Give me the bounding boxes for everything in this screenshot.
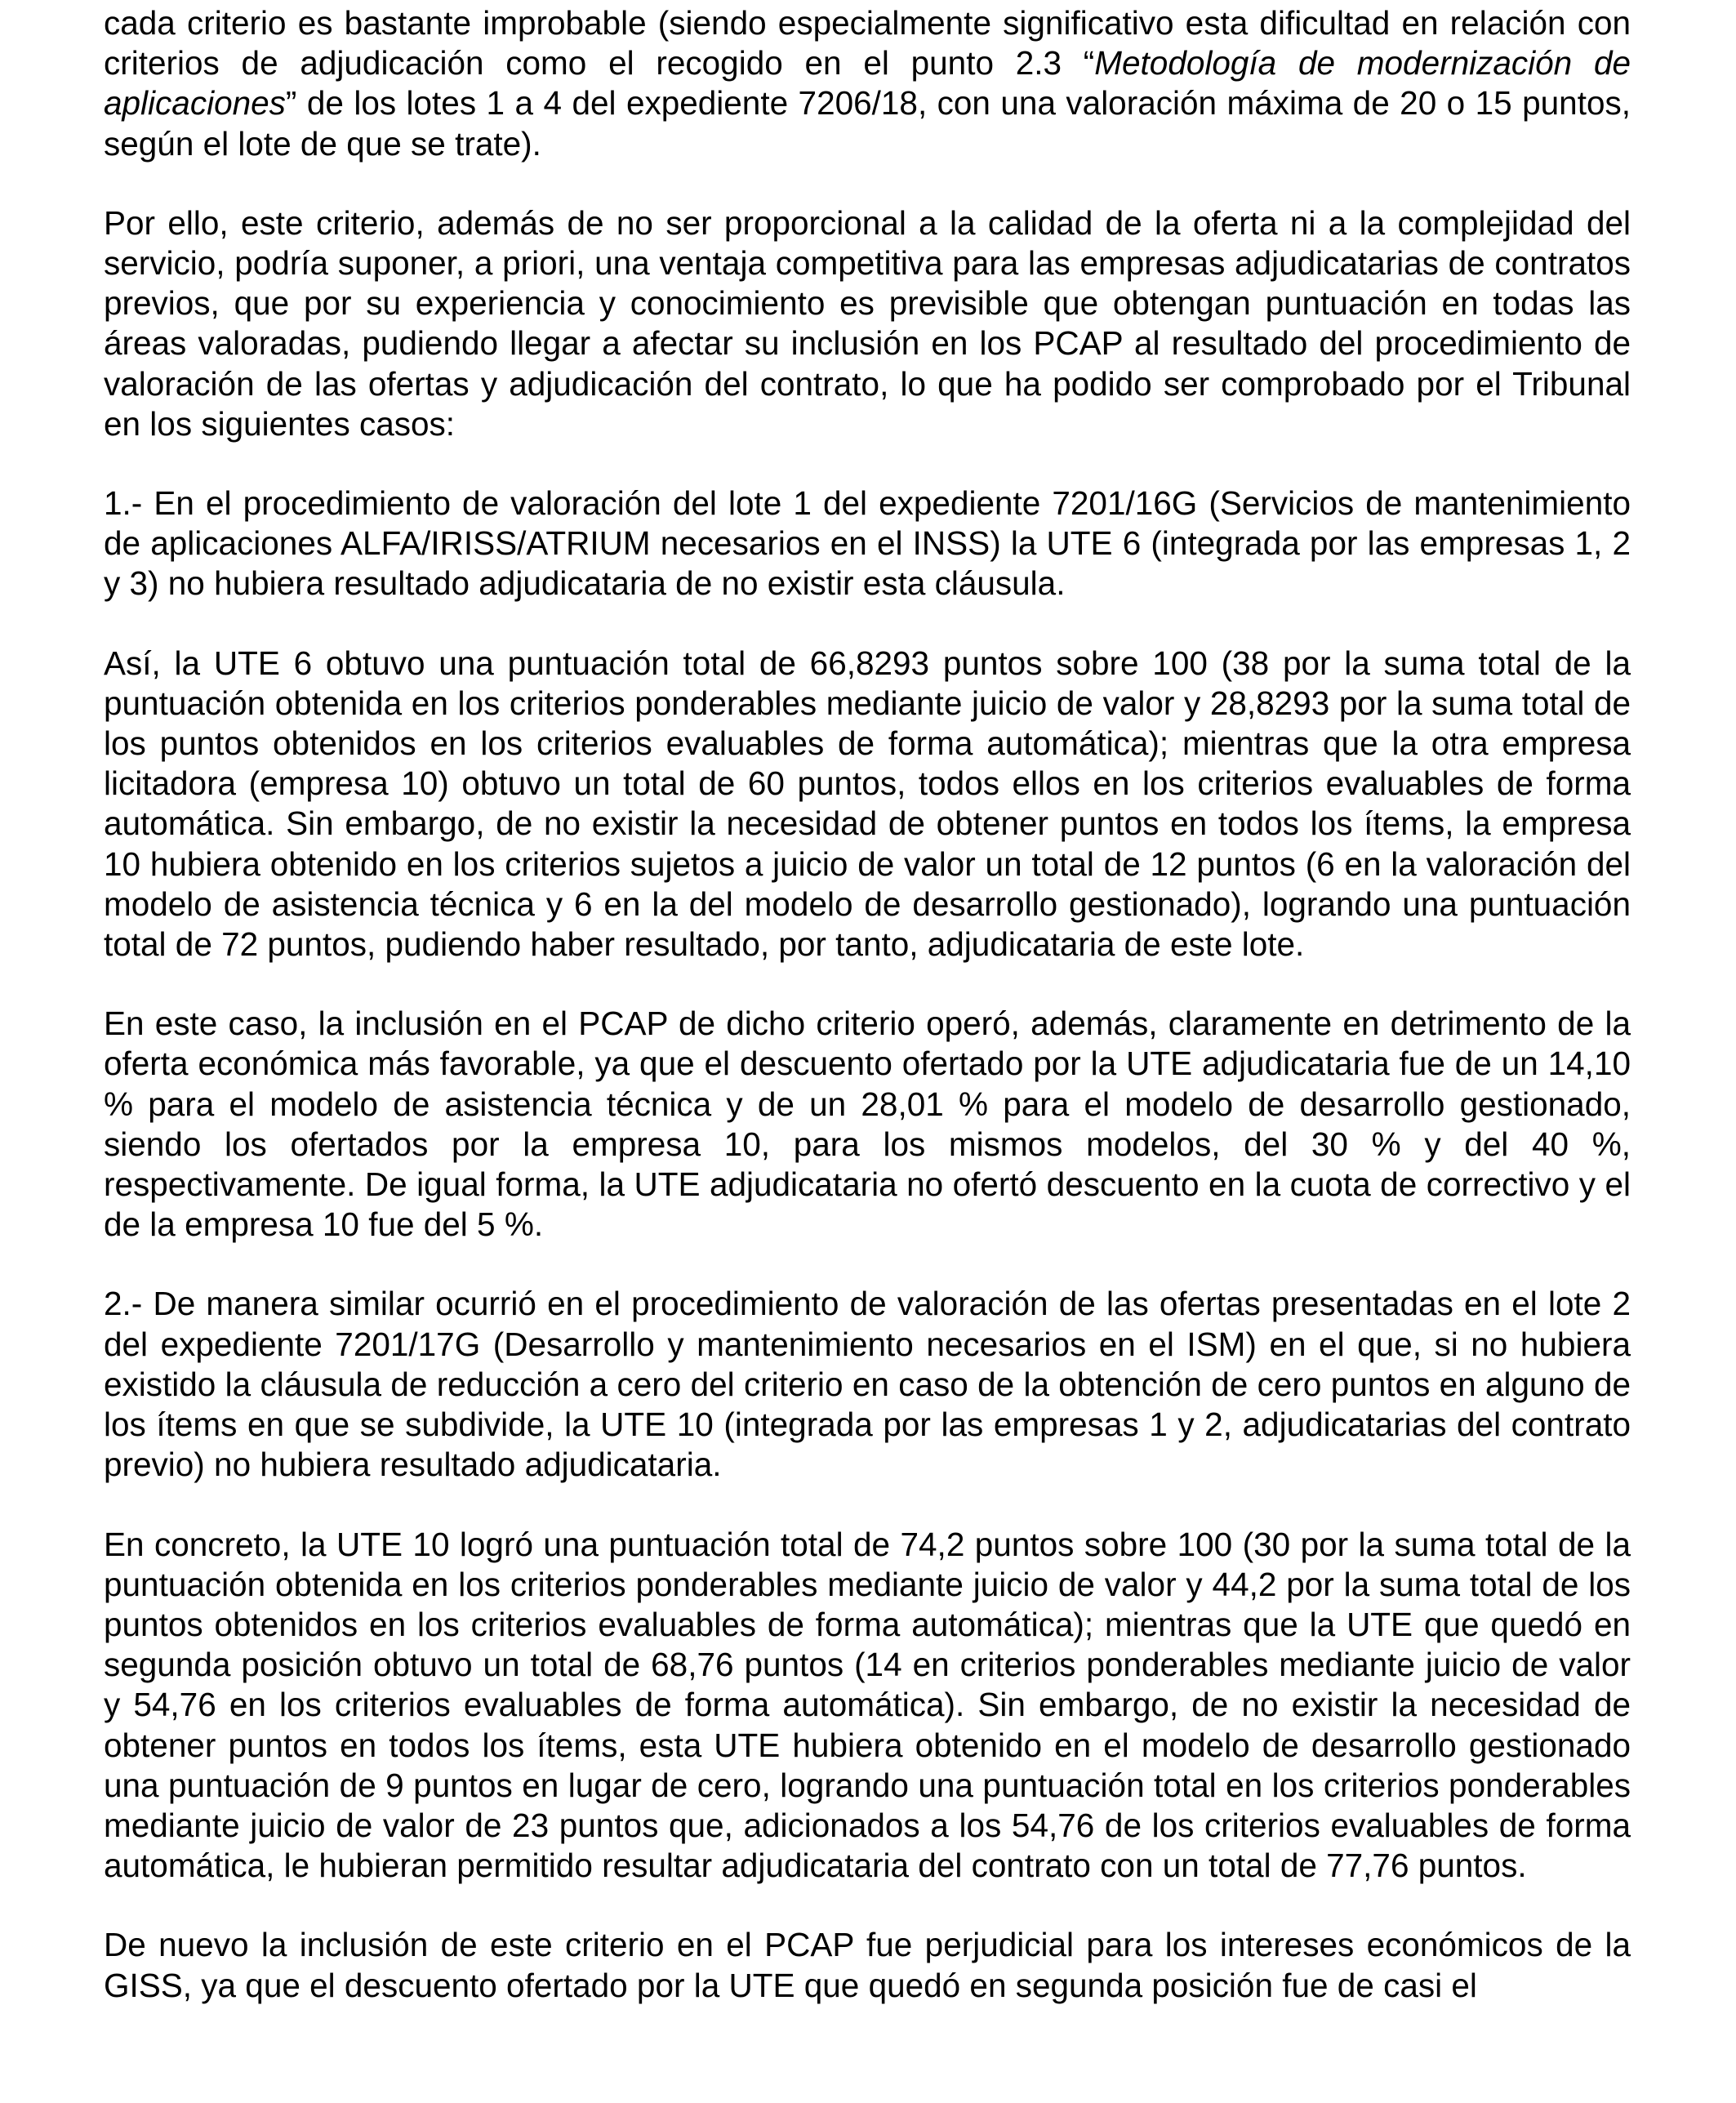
paragraph-italic-title: Metodología de modernización de aplicaciones	[104, 44, 1631, 123]
paragraph-puntuacion-ute-6: Así, la UTE 6 obtuvo una puntuación total de 66,8293 puntos sobre 100 (38 por la suma total de la puntuación obtenida en los criterios ponderables mediante juicio de valor y 28,8293 por la suma total de los puntos obtenidos en los criterios evaluables de forma automática); mientras que la otra empresa licitadora (empresa 10) obtuvo un total de 60 puntos, todos ellos en los criterios evaluables de forma automática. Sin embargo, de no existir la necesidad de obtener puntos en todos los ítems, la empresa 10 hubiera obtenido en los criterios sujetos a juicio de valor un total de 12 puntos (6 en la valoración del modelo de asistencia técnica y 6 en la del modelo de desarrollo gestionado), logrando una puntuación total de 72 puntos, pudiendo haber resultado, por tanto, adjudicataria de este lote.	[104, 644, 1631, 964]
paragraph-caso-2: 2.- De manera similar ocurrió en el procedimiento de valoración de las ofertas presentadas en el lote 2 del expediente 7201/17G (Desarrollo y mantenimiento necesarios en el ISM) en el que, si no hubiera existido la cláusula de reducción a cero del criterio en caso de la obtención de cero puntos en alguno de los ítems en que se subdivide, la UTE 10 (integrada por las empresas 1 y 2, adjudicatarias del contrato previo) no hubiera resultado adjudicataria.	[104, 1285, 1631, 1484]
paragraph-ventaja-competitiva: Por ello, este criterio, además de no ser proporcional a la calidad de la oferta ni a la complejidad del servicio, podría suponer, a priori, una ventaja competitiva para las empresas adjudicatarias de contratos previos, que por su experiencia y conocimiento es previsible que obtengan puntuación en todas las áreas valoradas, pudiendo llegar a afectar su inclusión en los PCAP al resultado del procedimiento de valoración de las ofertas y adjudicación del contrato, lo que ha podido ser comprobado por el Tribunal en los siguientes casos:	[104, 203, 1631, 443]
paragraph-caso-1: 1.- En el procedimiento de valoración del lote 1 del expediente 7201/16G (Servicios de mantenimiento de aplicaciones ALFA/IRISS/ATRIUM necesarios en el INSS) la UTE 6 (integrada por las empresas 1, 2 y 3) no hubiera resultado adjudicataria de no existir esta cláusula.	[104, 484, 1631, 603]
paragraph-text-before: cada criterio es bastante improbable (siendo especialmente significativo esta dificultad en relación con criterios de adjudicación como el recogido en el punto 2.3 “	[104, 4, 1631, 82]
document-page	[104, 3, 1631, 2045]
paragraph-detrimento-oferta: En este caso, la inclusión en el PCAP de dicho criterio operó, además, claramente en detrimento de la oferta económica más favorable, ya que el descuento ofertado por la UTE adjudicataria fue de un 14,10 % para el modelo de asistencia técnica y de un 28,01 % para el modelo de desarrollo gestionado, siendo los ofertados por la empresa 10, para los mismos modelos, del 30 % y del 40 %, respectivamente. De igual forma, la UTE adjudicataria no ofertó descuento en la cuota de correctivo y el de la empresa 10 fue del 5 %.	[104, 1005, 1631, 1244]
paragraph-text-after: ” de los lotes 1 a 4 del expediente 7206/18, con una valoración máxima de 20 o 15 puntos, según el lote de que se trate).	[104, 84, 1631, 163]
paragraph-perjuicio-giss: De nuevo la inclusión de este criterio en el PCAP fue perjudicial para los intereses económicos de la GISS, ya que el descuento ofertado por la UTE que quedó en segunda posición fue de casi el	[104, 1926, 1631, 2004]
paragraph-criterio-improbable	[104, 3, 1631, 164]
paragraph-puntuacion-ute-10: En concreto, la UTE 10 logró una puntuación total de 74,2 puntos sobre 100 (30 por la suma total de la puntuación obtenida en los criterios ponderables mediante juicio de valor y 44,2 por la suma total de los puntos obtenidos en los criterios evaluables de forma automática); mientras que la UTE que quedó en segunda posición obtuvo un total de 68,76 puntos (14 en criterios ponderables mediante juicio de valor y 54,76 en los criterios evaluables de forma automática). Sin embargo, de no existir la necesidad de obtener puntos en todos los ítems, esta UTE hubiera obtenido en el modelo de desarrollo gestionado una puntuación de 9 puntos en lugar de cero, logrando una puntuación total en los criterios ponderables mediante juicio de valor de 23 puntos que, adicionados a los 54,76 de los criterios evaluables de forma automática, le hubieran permitido resultar adjudicataria del contrato con un total de 77,76 puntos.	[104, 1525, 1631, 1885]
